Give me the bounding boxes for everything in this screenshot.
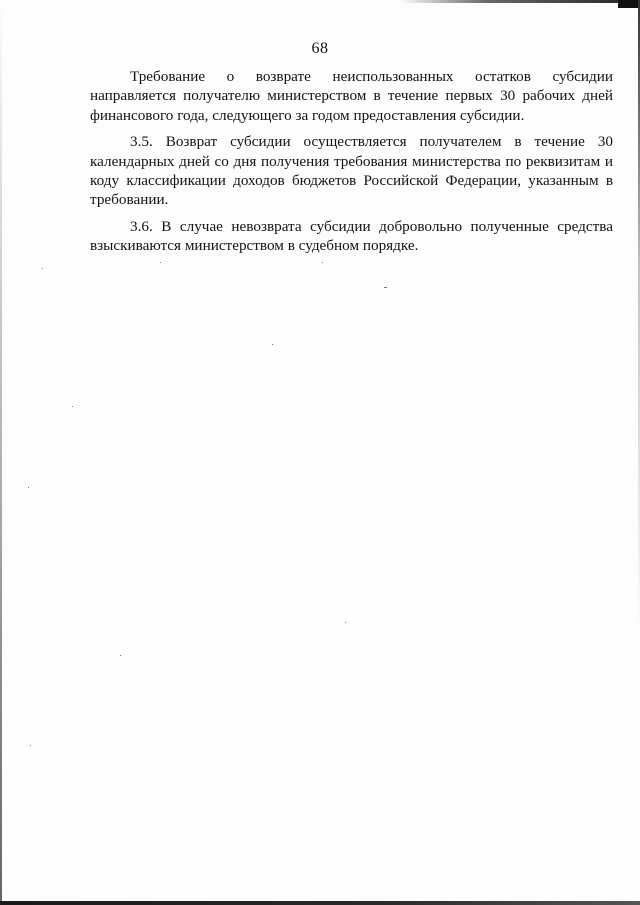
scan-corner-mark — [618, 0, 640, 8]
paragraph-refund-request: Требование о возврате неиспользованных остатков субсидии направляется получателю министерством в течение первых 30 рабочих дней финансового года, следующего за годом предоставления субсидии. — [90, 68, 613, 124]
scan-speck — [72, 406, 73, 407]
scan-edge-left — [0, 0, 2, 905]
scan-speck — [120, 655, 121, 656]
scan-speck — [160, 262, 161, 263]
scan-speck — [345, 622, 346, 623]
scan-speck — [384, 287, 387, 288]
scan-speck — [28, 487, 29, 488]
scan-speck — [322, 262, 323, 263]
scan-edge-bottom — [0, 901, 640, 905]
scan-speck — [42, 268, 43, 269]
document-body — [90, 67, 613, 263]
scan-speck — [30, 745, 31, 746]
scan-speck — [272, 344, 273, 345]
paragraph-3-5: 3.5. Возврат субсидии осуществляется получателем в течение 30 календарных дней со дня получения требования министерства по реквизитам и коду классификации доходов бюджетов Российской Федерации, указанным в требовании. — [90, 133, 613, 209]
scan-edge-top — [400, 0, 640, 3]
paragraph-3-6: 3.6. В случае невозврата субсидии добровольно полученные средства взыскиваются министерством в судебном порядке. — [90, 217, 613, 255]
page-number: 68 — [311, 40, 329, 57]
